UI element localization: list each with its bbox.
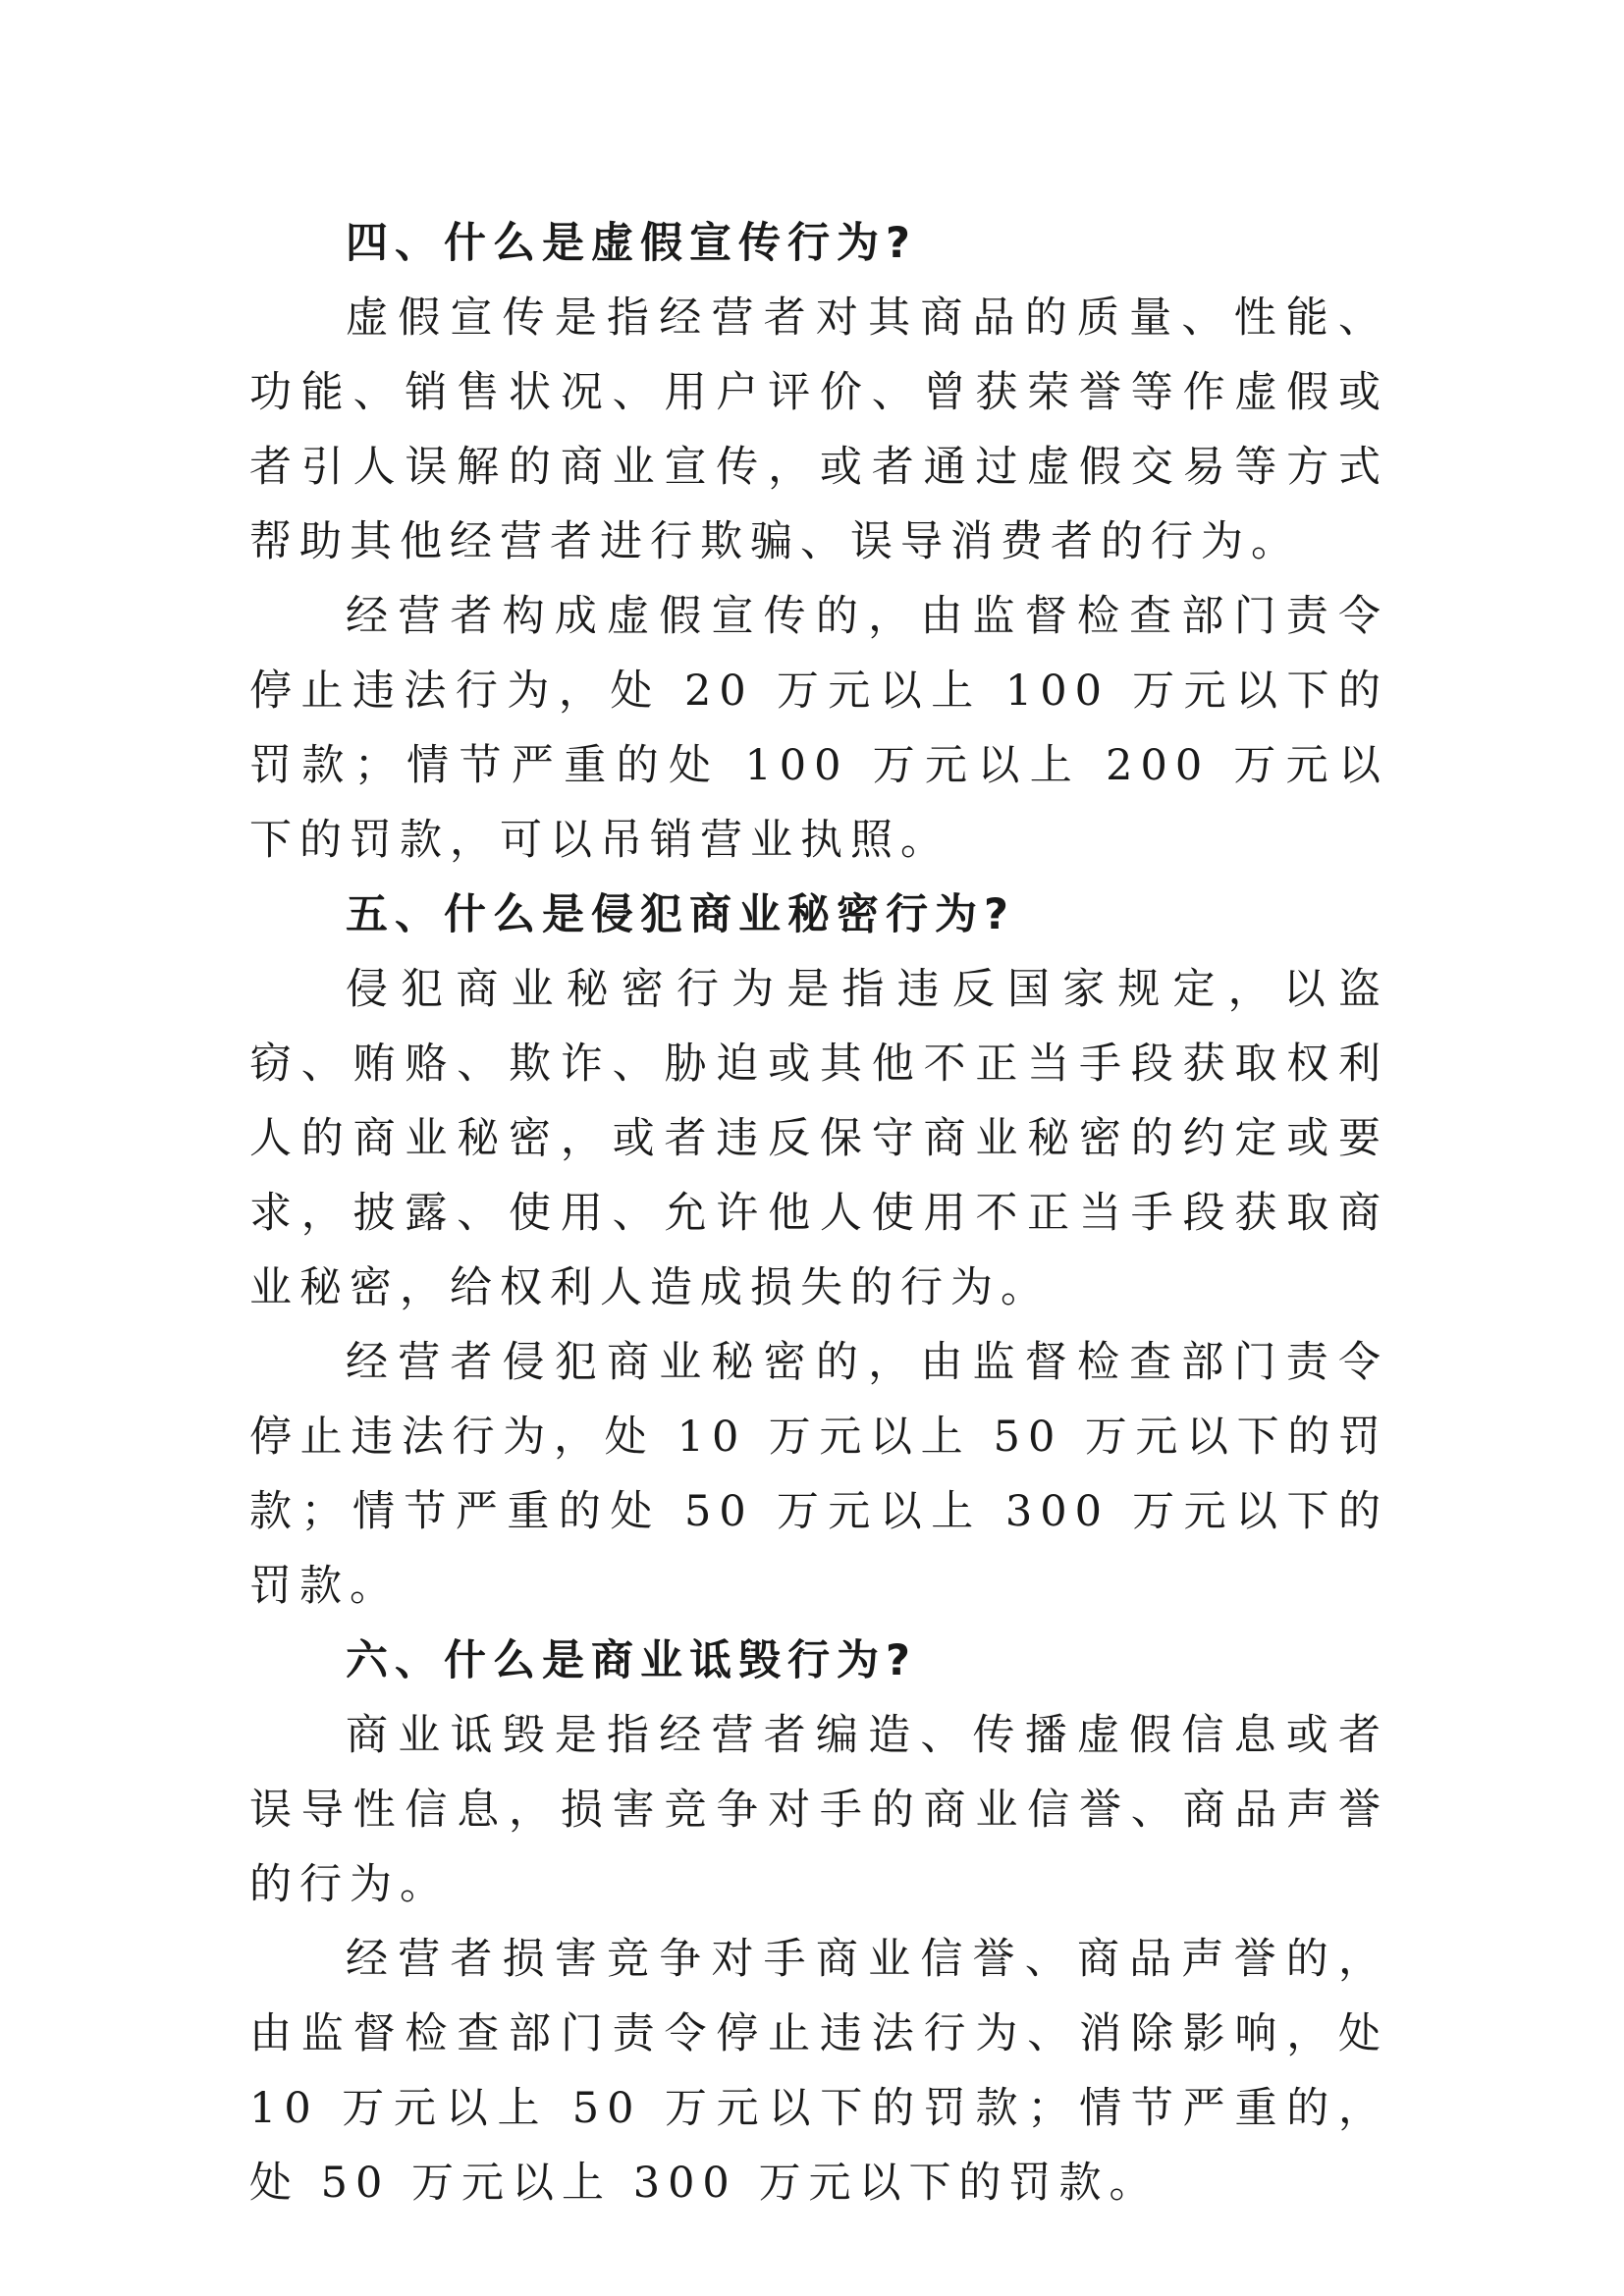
section-false-advertising: [249, 206, 1388, 878]
section-heading: 六、什么是商业诋毁行为?: [346, 1636, 917, 1685]
section-heading: 四、什么是虚假宣传行为?: [346, 219, 917, 268]
paragraph: 侵犯商业秘密行为是指违反国家规定，以盗窃、贿赂、欺诈、胁迫或其他不正当手段获取权利人的商业秘密，或者违反保守商业秘密的约定或要求，披露、使用、允许他人使用不正当手段获取商业秘密，给权利人造成损失的行为。: [249, 965, 1388, 1312]
section-trade-secret: [249, 878, 1388, 1624]
section-commercial-defamation: [249, 1624, 1388, 2220]
paragraph: 经营者损害竞争对手商业信誉、商品声誉的，由监督检查部门责令停止违法行为、消除影响，处 10 万元以上 50 万元以下的罚款；情节严重的，处 50 万元以上 300 万元以下的罚款。: [249, 1935, 1388, 2208]
paragraph: 经营者构成虚假宣传的，由监督检查部门责令停止违法行为，处 20 万元以上 100 万元以下的罚款；情节严重的处 100 万元以上 200 万元以下的罚款，可以吊销营业执照。: [249, 592, 1388, 865]
paragraph: 商业诋毁是指经营者编造、传播虚假信息或者误导性信息，损害竞争对手的商业信誉、商品声誉的行为。: [249, 1711, 1388, 1909]
section-heading: 五、什么是侵犯商业秘密行为?: [346, 890, 1015, 939]
paragraph: 经营者侵犯商业秘密的，由监督检查部门责令停止违法行为，处 10 万元以上 50 万元以下的罚款；情节严重的处 50 万元以上 300 万元以下的罚款。: [249, 1338, 1388, 1611]
document-page: [249, 206, 1388, 2220]
paragraph: 虚假宣传是指经营者对其商品的质量、性能、功能、销售状况、用户评价、曾获荣誉等作虚假或者引人误解的商业宣传，或者通过虚假交易等方式帮助其他经营者进行欺骗、误导消费者的行为。: [249, 294, 1388, 566]
